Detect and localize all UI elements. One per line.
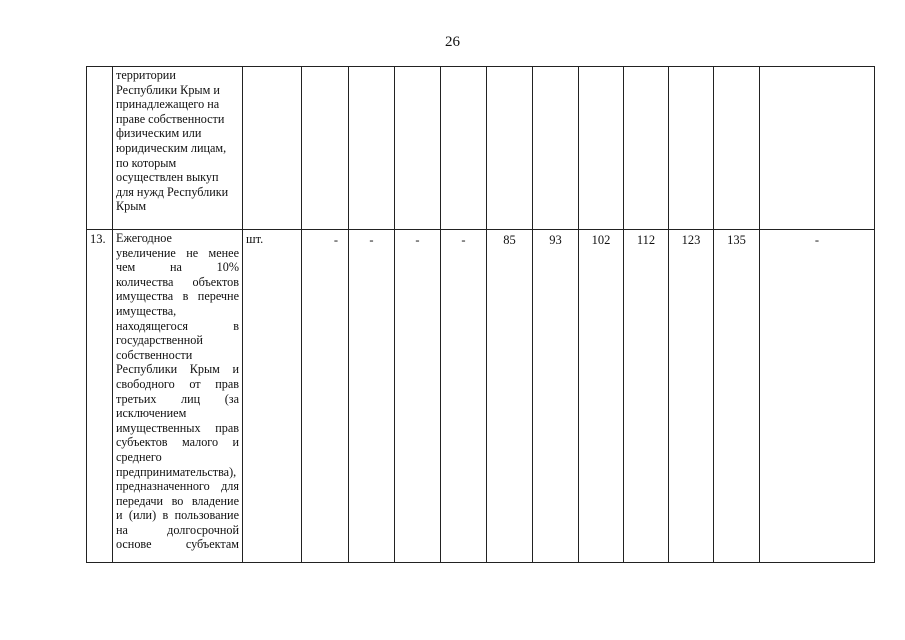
value-cell bbox=[487, 67, 533, 230]
description-line: государственной bbox=[116, 333, 203, 348]
description-line: субъектов малого и bbox=[116, 435, 239, 450]
unit-cell bbox=[243, 67, 302, 230]
description-line: территории bbox=[116, 68, 176, 82]
description-line: передачи во владение bbox=[116, 493, 239, 508]
value-cell bbox=[579, 67, 624, 230]
table-row bbox=[87, 230, 875, 563]
description-line: исключением bbox=[116, 406, 187, 421]
value-cell: 85 bbox=[487, 230, 533, 563]
description-line: физическим или bbox=[116, 126, 202, 141]
description-line: праве собственности bbox=[116, 111, 225, 126]
value-cell: - bbox=[395, 230, 441, 563]
description-line: Республики Крым и bbox=[116, 362, 239, 377]
value-cell bbox=[760, 67, 875, 230]
description-line: по которым bbox=[116, 155, 177, 170]
description-line: чем на 10% bbox=[116, 260, 239, 275]
value-cell bbox=[395, 67, 441, 230]
description-line: имущества, bbox=[116, 303, 177, 318]
description-line: имущества в перечне bbox=[116, 289, 239, 304]
description-line: среднего bbox=[116, 449, 162, 464]
description-line: предпринимательства), bbox=[116, 464, 237, 479]
description-line: основе субъектам bbox=[116, 537, 239, 552]
indicators-table bbox=[86, 66, 875, 563]
description-line: собственности bbox=[116, 347, 193, 362]
value-cell bbox=[533, 67, 579, 230]
description-line: предназначенного для bbox=[116, 479, 239, 494]
description-line: и (или) в пользование bbox=[116, 508, 239, 523]
description-line: Ежегодное bbox=[116, 231, 172, 245]
value-cell bbox=[714, 67, 760, 230]
description-line: юридическим лицам, bbox=[116, 140, 227, 155]
value-cell bbox=[441, 67, 487, 230]
description-line: Крым bbox=[116, 199, 147, 214]
value-cell: - bbox=[349, 230, 395, 563]
description-line: на долгосрочной bbox=[116, 522, 239, 537]
unit-cell: шт. bbox=[243, 230, 302, 563]
value-cell: - bbox=[441, 230, 487, 563]
description-line: осуществлен выкуп bbox=[116, 170, 219, 185]
description-line: имущественных прав bbox=[116, 420, 239, 435]
table-row bbox=[87, 67, 875, 230]
description-cell bbox=[113, 67, 243, 230]
row-number-cell bbox=[87, 67, 113, 230]
value-cell: 102 bbox=[579, 230, 624, 563]
description-line: Республики Крым и bbox=[116, 82, 220, 97]
page-number: 26 bbox=[445, 34, 460, 50]
value-cell bbox=[349, 67, 395, 230]
description-line: увеличение не менее bbox=[116, 245, 239, 260]
description-line: третьих лиц (за bbox=[116, 391, 239, 406]
description-line: количества объектов bbox=[116, 274, 239, 289]
value-cell bbox=[624, 67, 669, 230]
value-cell bbox=[302, 67, 349, 230]
description-cell bbox=[113, 230, 243, 563]
value-cell: - bbox=[302, 230, 349, 563]
value-cell: 135 bbox=[714, 230, 760, 563]
description-line: находящегося в bbox=[116, 318, 239, 333]
description-line: свободного от прав bbox=[116, 376, 239, 391]
value-cell: 93 bbox=[533, 230, 579, 563]
value-cell: - bbox=[760, 230, 875, 563]
value-cell: 123 bbox=[669, 230, 714, 563]
row-number-cell: 13. bbox=[87, 230, 113, 563]
value-cell bbox=[669, 67, 714, 230]
description-line: для нужд Республики bbox=[116, 184, 229, 199]
description-line: принадлежащего на bbox=[116, 97, 220, 112]
value-cell: 112 bbox=[624, 230, 669, 563]
